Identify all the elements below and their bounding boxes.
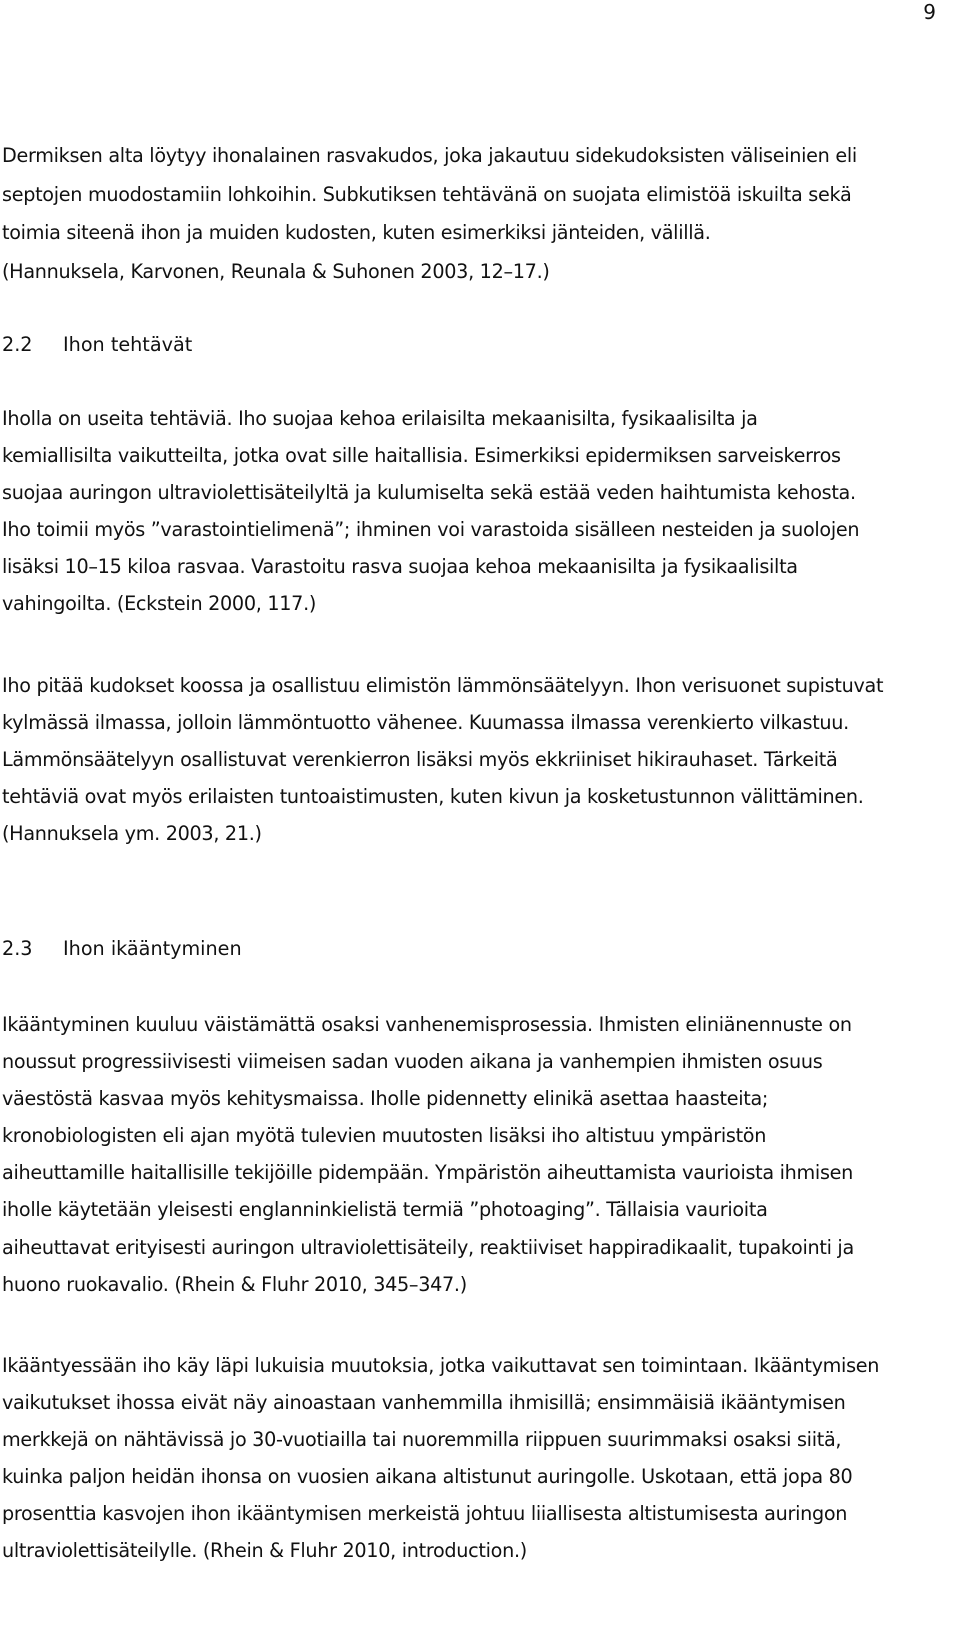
text-line: kylmässä ilmassa, jolloin lämmöntuotto vähenee. Kuumassa ilmassa verenkierto vilkastuu.	[2, 711, 849, 735]
text-line: septojen muodostamiin lohkoihin. Subkutiksen tehtävänä on suojata elimistöä iskuilta sekä	[2, 182, 852, 206]
text-line: iholle käytetään yleisesti englanninkielistä termiä ”photoaging”. Tällaisia vaurioita	[2, 1198, 768, 1222]
text-line: (Hannuksela ym. 2003, 21.)	[2, 822, 262, 846]
text-line: tehtäviä ovat myös erilaisten tuntoaistimusten, kuten kivun ja kosketustunnon välittäminen.	[2, 785, 864, 809]
text-line: Ikääntyminen kuuluu väistämättä osaksi vanhenemisprosessia. Ihmisten eliniänennuste on	[2, 1013, 852, 1036]
section-title: Ihon tehtävät	[63, 333, 193, 356]
text-line: aiheuttamille haitallisille tekijöille pidempään. Ympäristön aiheuttamista vaurioista ihmisen	[2, 1161, 854, 1185]
text-line: kronobiologisten eli ajan myötä tulevien muutosten lisäksi iho altistuu ympäristön	[2, 1124, 767, 1148]
section-heading-2-3	[2, 937, 242, 961]
text-line: toimia siteenä ihon ja muiden kudosten, kuten esimerkiksi jänteiden, välillä.	[2, 221, 711, 245]
text-line: Iho toimii myös ”varastointielimenä”; ihminen voi varastoida sisälleen nesteiden ja suolojen	[2, 518, 860, 542]
section-2-2-paragraph-2	[2, 667, 922, 852]
section-number: 2.2	[2, 333, 33, 356]
intro-paragraph	[2, 137, 922, 292]
section-2-2-paragraph-1	[2, 400, 922, 623]
text-line: Iho pitää kudokset koossa ja osallistuu elimistön lämmönsäätelyyn. Ihon verisuonet supistuvat	[2, 674, 884, 697]
text-line: kuinka paljon heidän ihonsa on vuosien aikana altistunut auringolle. Uskotaan, että jopa 80	[2, 1465, 853, 1489]
text-line: ultraviolettisäteilylle. (Rhein & Fluhr 2010, introduction.)	[2, 1539, 527, 1563]
text-line: noussut progressiivisesti viimeisen sadan vuoden aikana ja vanhempien ihmisten osuus	[2, 1050, 823, 1074]
text-line: prosenttia kasvojen ihon ikääntymisen merkeistä johtuu liiallisesta altistumisesta auringon	[2, 1502, 848, 1526]
text-line: lisäksi 10–15 kiloa rasvaa. Varastoitu rasva suojaa kehoa mekaanisilta ja fysikaalisilta	[2, 555, 798, 579]
text-line: Lämmönsäätelyyn osallistuvat verenkierron lisäksi myös ekkriiniset hikirauhaset. Tärkeitä	[2, 748, 838, 772]
text-line: vahingoilta. (Eckstein 2000, 117.)	[2, 592, 317, 616]
text-line: vaikutukset ihossa eivät näy ainoastaan vanhemmilla ihmisillä; ensimmäisiä ikääntymisen	[2, 1391, 846, 1415]
text-line: aiheuttavat erityisesti auringon ultraviolettisäteily, reaktiiviset happiradikaalit, tupakointi ja	[2, 1235, 854, 1259]
text-line: kemiallisilta vaikutteilta, jotka ovat sille haitallisia. Esimerkiksi epidermiksen sarveiskerros	[2, 444, 841, 468]
text-line: Ikääntyessään iho käy läpi lukuisia muutoksia, jotka vaikuttavat sen toimintaan. Ikääntymisen	[2, 1354, 880, 1377]
text-line: suojaa auringon ultraviolettisäteilyltä ja kulumiselta sekä estää veden haihtumista kehosta.	[2, 481, 856, 505]
page-number: 9	[923, 0, 936, 24]
text-line: merkkejä on nähtävissä jo 30-vuotiailla tai nuoremmilla riippuen suurimmaksi osaksi siitä,	[2, 1428, 842, 1452]
section-number: 2.3	[2, 937, 33, 960]
text-line: Dermiksen alta löytyy ihonalainen rasvakudos, joka jakautuu sidekudoksisten väliseinien eli	[2, 144, 857, 167]
text-line: (Hannuksela, Karvonen, Reunala & Suhonen 2003, 12–17.)	[2, 260, 550, 284]
section-title: Ihon ikääntyminen	[63, 937, 242, 960]
text-line: väestöstä kasvaa myös kehitysmaissa. Iholle pidennetty elinikä asettaa haasteita;	[2, 1087, 769, 1111]
section-2-3-paragraph-1	[2, 1006, 922, 1303]
text-line: huono ruokavalio. (Rhein & Fluhr 2010, 345–347.)	[2, 1272, 467, 1296]
text-line: Iholla on useita tehtäviä. Iho suojaa kehoa erilaisilta mekaanisilta, fysikaalisilta ja	[2, 407, 758, 430]
section-2-3-paragraph-2	[2, 1347, 922, 1570]
section-heading-2-2	[2, 333, 192, 357]
